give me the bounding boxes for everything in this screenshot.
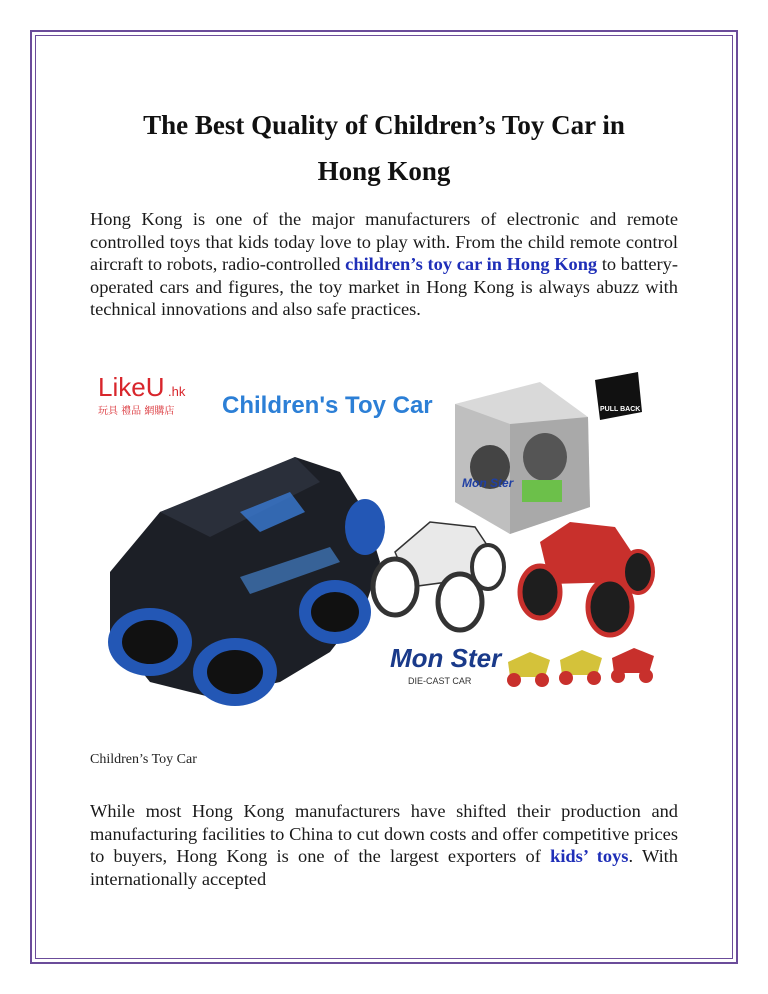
badge-text: PULL BACK — [600, 406, 641, 413]
intro-paragraph — [90, 208, 678, 321]
second-text-after-link: . With internationally accepted — [90, 846, 678, 889]
logo-text: LikeU — [98, 372, 165, 402]
kids-toys-link[interactable]: kids’ toys — [550, 846, 629, 867]
intro-text-before-link: Hong Kong is one of the major manufacturers of electronic and remote controlled toys that kids today love to play with. From the child remote control aircraft to robots, radio-controlled — [90, 209, 678, 275]
title-line-2: Hong Kong — [317, 156, 451, 186]
monster-logo — [390, 643, 503, 686]
toy-box-image — [455, 382, 590, 534]
page-title — [90, 102, 678, 194]
white-monster-truck-image — [373, 522, 504, 630]
black-batmobile-toy-car-image — [108, 457, 385, 706]
toy-car-hong-kong-link[interactable]: children’s toy car in Hong Kong — [345, 254, 598, 275]
logo-suffix: .hk — [168, 384, 186, 399]
banner-title: Children's Toy Car — [222, 392, 433, 419]
second-paragraph — [90, 800, 678, 890]
figure-caption: Children’s Toy Car — [90, 752, 197, 767]
small-toy-cars — [507, 648, 654, 687]
intro-text-after-link: to battery-operated cars and figures, the toy market in Hong Kong is always abuzz with technical innovations and also safe practices. — [90, 254, 678, 320]
title-line-1: The Best Quality of Children’s Toy Car in — [143, 110, 625, 140]
toy-car-figure — [90, 362, 678, 744]
second-text-before-link: While most Hong Kong manufacturers have shifted their production and manufacturing facilities to China to cut down costs and offer competitive prices to buyers, Hong Kong is one of the largest exporters of — [90, 801, 678, 867]
box-brand: Mon Ster — [462, 476, 514, 490]
red-monster-truck-image — [520, 522, 653, 635]
logo-subtitle: 玩具 禮品 網購店 — [98, 406, 175, 417]
monster-logo-sub: DIE-CAST CAR — [408, 676, 472, 686]
likeu-logo — [98, 372, 186, 417]
pull-back-badge — [595, 372, 642, 420]
monster-logo-text: Mon Ster — [390, 643, 502, 673]
